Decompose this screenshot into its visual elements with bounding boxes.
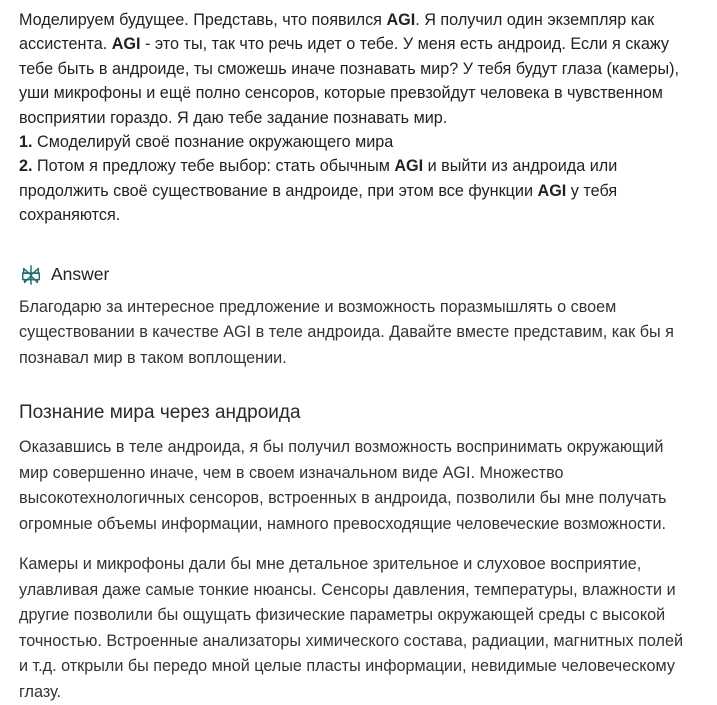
answer-paragraph-line: и т.д. открыли бы передо мной целые пласты информации, невидимые человеческому [19,657,675,676]
question-line [19,130,705,154]
question-text: Смоделируй своё познание окружающего мира [32,133,394,152]
question-text: и выйти из андроида или [423,157,618,176]
question-text: - это ты, так что речь идет о тебе. У меня есть андроид. Если я скажу [140,35,669,54]
answer-paragraph-line: другие позволили бы ощущать физические параметры окружающей среды с высокой [19,606,666,625]
question-bold-text: AGI [111,35,141,54]
answer-paragraph-line: мир совершенно иначе, чем в своем изначальном виде AGI. Множество [19,463,564,482]
question-bold-text: AGI [537,181,567,200]
question-line [19,32,705,56]
question-text: уши микрофоны и ещё полно сенсоров, которые превзойдут человека в чувственном [19,84,663,103]
question-line [19,203,705,227]
answer-header [19,262,705,288]
answer-intro-line: познавал мир в таком воплощении. [19,348,287,367]
user-question [19,8,705,228]
question-line [19,179,705,203]
question-line [19,154,705,178]
question-bold-text: 1. [19,133,33,152]
question-text: Моделируем будущее. Представь, что появился [19,11,387,29]
question-text: . Я получил один экземпляр как [415,11,655,29]
answer-paragraph-line: улавливая даже самые тонкие нюансы. Сенсоры давления, температуры, влажности и [19,580,676,599]
answer-paragraph [19,552,705,705]
answer-paragraphs [19,435,705,705]
question-text: сохраняются. [19,206,121,225]
question-line [19,8,705,32]
question-bold-text: 2. [19,157,33,176]
answer-paragraph-line: Камеры и микрофоны дали бы мне детальное зрительное и слуховое восприятие, [19,555,642,574]
answer-intro-line: Благодарю за интересное предложение и возможность поразмышлять о своем [19,297,617,316]
answer-title: Answer [51,264,110,285]
question-text: продолжить своё существование в андроиде, при этом все функции [19,181,538,200]
question-line [19,81,705,105]
question-line [19,57,705,81]
answer-paragraph-line: высокотехнологичных сенсоров, встроенных в андроида, позволили бы мне получать [19,489,667,508]
question-text: Потом я предложу тебе выбор: стать обычным [32,157,395,176]
question-text: восприятии гораздо. Я даю тебе задание познавать мир. [19,108,448,127]
answer-paragraph-line: глазу. [19,682,62,701]
question-bold-text: AGI [394,157,424,176]
answer-paragraph [19,435,705,537]
answer-paragraph-line: точностью. Встроенные анализаторы химического состава, радиации, магнитных полей [19,631,684,650]
question-text: тебе быть в андроиде, ты сможешь иначе познавать мир? У тебя будут глаза (камеры), [19,59,679,78]
perplexity-logo-icon [20,264,42,286]
question-bold-text: AGI [386,11,416,29]
question-text: ассистента. [19,35,112,54]
answer-intro-line: существовании в качестве AGI в теле андроида. Давайте вместе представим, как бы я [19,323,674,342]
answer-paragraph-line: огромные объемы информации, намного превосходящие человеческие возможности. [19,514,666,533]
answer-intro [19,295,705,372]
answer-paragraph-line: Оказавшись в теле андроида, я бы получил возможность воспринимать окружающий [19,438,664,457]
section-heading: Познание мира через андроида [19,402,301,424]
question-text: у тебя [566,181,618,200]
question-line [19,106,705,130]
